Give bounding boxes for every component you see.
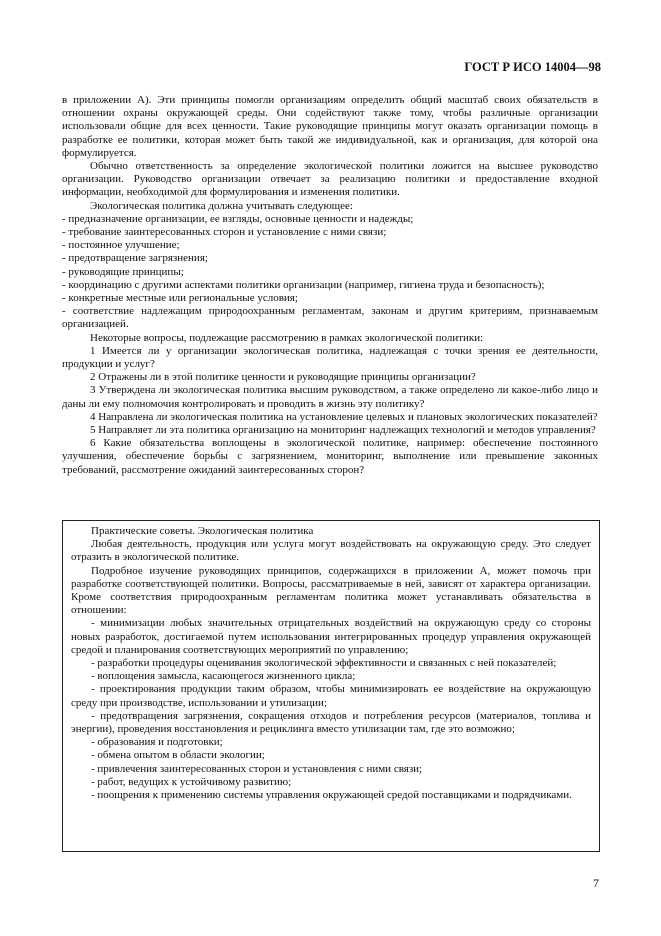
list-item: - предотвращение загрязнения; xyxy=(62,252,208,265)
box-title: Практические советы. Экологическая политика xyxy=(91,525,314,537)
paragraph: Некоторые вопросы, подлежащие рассмотрению в рамках экологической политики: xyxy=(90,331,484,344)
list-item: - предназначение организации, ее взгляды, основные ценности и надежды; xyxy=(62,212,414,225)
list-item: - минимизации любых значительных отрицательных воздействий на окружающую среду со стороны новых разработок, достигаемой путем использования интегрированных процедур управления окружающей средой и планирования соответствующих мероприятий по управлению; xyxy=(71,617,591,656)
paragraph: Обычно ответственность за определение экологической политики ложится на высшее руководство организации. Руководство организации отвечает за реализацию политики и предоставление входной информации, необходимой для формулирования и изменения политики. xyxy=(62,160,598,199)
list-item: - поощрения к применению системы управления окружающей средой поставщиками и подрядчиками. xyxy=(91,789,572,802)
list-item: - воплощения замысла, касающегося жизненного цикла; xyxy=(91,670,356,683)
list-item: - требование заинтересованных сторон и установление с ними связи; xyxy=(62,226,387,239)
question-item: 3 Утверждена ли экологическая политика высшим руководством, а также определено ли какое-либо лицо и даны ли ему полномочия контролировать и проводить в жизнь эту политику? xyxy=(62,384,598,410)
list-item: - соответствие надлежащим природоохранным регламентам, законам и другим критериям, признаваемым организацией. xyxy=(62,305,598,331)
list-item: - руководящие принципы; xyxy=(62,265,184,278)
practical-advice-box xyxy=(62,520,600,852)
list-item: - образования и подготовки; xyxy=(91,736,223,749)
paragraph: Подробное изучение руководящих принципов, содержащихся в приложении А, может помочь при разработке соответствующей политики. Вопросы, рассматриваемые в ней, зависят от характера организации. Кроме соответствия природоохранным регламентам политика может устанавливать обязательства в отношении: xyxy=(71,564,591,617)
question-item: 4 Направлена ли экологическая политика на установление целевых и плановых экологических показателей? xyxy=(90,410,598,423)
list-item: - конкретные местные или региональные условия; xyxy=(62,292,298,305)
page-number: 7 xyxy=(593,876,599,890)
list-item: - предотвращения загрязнения, сокращения отходов и потребления ресурсов (материалов, топлива и энергии), проведения восстановления и рециклинга вместо утилизации там, где это возможно; xyxy=(71,709,591,736)
list-item: - работ, ведущих к устойчивому развитию; xyxy=(91,775,292,788)
question-item: 2 Отражены ли в этой политике ценности и руководящие принципы организации? xyxy=(90,371,476,384)
main-text xyxy=(62,94,598,477)
list-item: - привлечения заинтересованных сторон и установления с ними связи; xyxy=(91,762,423,775)
document-code: ГОСТ Р ИСО 14004—98 xyxy=(464,60,601,74)
list-item: - проектирования продукции таким образом, чтобы минимизировать ее воздействие на окружающую среду при производстве, использовании и утилизации; xyxy=(71,683,591,709)
question-item: 5 Направляет ли эта политика организацию на мониторинг надлежащих технологий и методов управления? xyxy=(90,424,596,437)
paragraph: Экологическая политика должна учитывать следующее: xyxy=(90,199,353,212)
question-item: 1 Имеется ли у организации экологическая политика, надлежащая с точки зрения ее деятельности, продукции и услуг? xyxy=(62,344,598,371)
paragraph: Любая деятельность, продукция или услуга могут воздействовать на окружающую среду. Это следует отразить в экологической политике. xyxy=(71,538,591,564)
paragraph: в приложении А). Эти принципы помогли организациям определить общий масштаб своих обязательств в отношении охраны окружающей среды. Они содействуют также тому, чтобы различные организации использовали общие для всех ценности. Такие руководящие принципы могут оказать организации помощь в разработке ее политики, которая может быть такой же индивидуальной, как и организация, для которой она формулируется. xyxy=(62,94,598,159)
list-item: - координацию с другими аспектами политики организации (например, гигиена труда и безопасность); xyxy=(62,278,545,291)
list-item: - постоянное улучшение; xyxy=(62,239,180,252)
list-item: - разработки процедуры оценивания экологической эффективности и связанных с ней показателей; xyxy=(91,657,557,670)
list-item: - обмена опытом в области экологии; xyxy=(91,749,265,762)
question-item: 6 Какие обязательства воплощены в экологической политике, например: обеспечение постоянного улучшения, обеспечение борьбы с загрязнением, мониторинг, выполнение или превышение законных требований, рассмотрение ожиданий заинтересованных сторон? xyxy=(62,437,598,476)
